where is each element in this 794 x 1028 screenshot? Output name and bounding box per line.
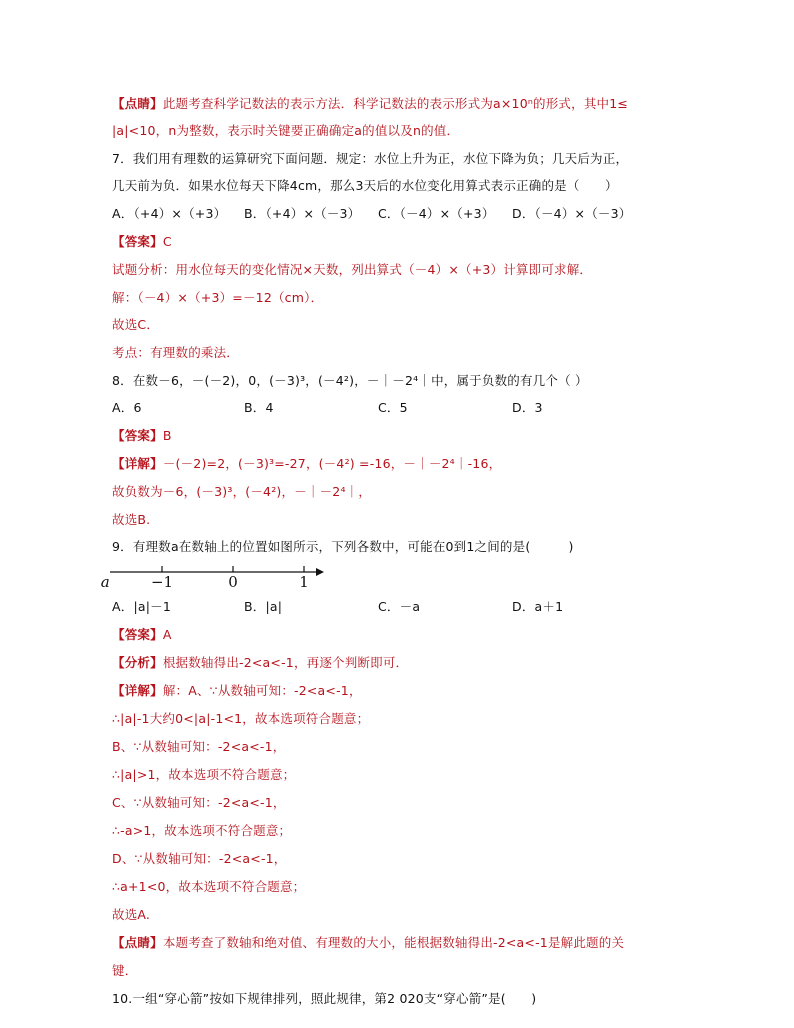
q9-detail-line-6: ∴-a>1，故本选项不符合题意； (112, 823, 292, 838)
dianjing-tag: 【点睛】 (112, 96, 163, 111)
q7-text-line-2: 几天前为负．如果水位每天下降4cm，那么3天后的水位变化用算式表示正确的是（ ） (112, 178, 618, 193)
answer-tag: 【答案】 (112, 627, 163, 642)
number-line-label: 0 (228, 573, 238, 591)
q9-option-a: A．|a|－1 (112, 599, 171, 614)
q7-options (112, 205, 734, 225)
q9-detail-line-1: 【详解】解：A、∵从数轴可知：-2<a<-1， (112, 683, 362, 698)
q7-option-c: C．（－4）×（+3） (378, 206, 495, 221)
q9-option-d: D．a＋1 (512, 599, 564, 614)
q9-detail-line-7: D、∵从数轴可知：-2<a<-1， (112, 851, 287, 866)
q7-option-b: B．（+4）×（－3） (244, 206, 361, 221)
q9-analysis: 【分析】根据数轴得出-2<a<-1，再逐个判断即可． (112, 655, 409, 670)
q7-choice: 故选C． (112, 317, 160, 332)
number-line-label: −1 (150, 573, 174, 591)
q9-detail-line-3: B、∵从数轴可知：-2<a<-1， (112, 739, 286, 754)
q9-detail-line-2: ∴|a|-1大约0<|a|-1<1，故本选项符合题意； (112, 711, 370, 726)
q9-dianjing-line-2: 键． (112, 963, 138, 978)
q8-options (112, 399, 734, 419)
q8-option-d: D．3 (512, 400, 543, 415)
analysis-tag: 【分析】 (112, 655, 163, 670)
q9-detail-line-8: ∴a+1<0，故本选项不符合题意； (112, 879, 306, 894)
answer-value: C (162, 234, 172, 249)
q9-dianjing-line-1: 【点睛】本题考查了数轴和绝对值、有理数的大小，能根据数轴得出-2<a<-1是解此题的关 (112, 935, 625, 950)
dianjing-tag: 【点睛】 (112, 935, 163, 950)
number-line-svg (100, 566, 324, 592)
q8-answer (112, 427, 734, 447)
dianjing-line-1: 【点睛】此题考查科学记数法的表示方法．科学记数法的表示形式为a×10ⁿ的形式，其中1≤ (112, 96, 629, 111)
q10-question: 10.一组“穿心箭”按如下规律排列，照此规律，第2 020支“穿心箭”是( ) (112, 991, 537, 1006)
q8-option-c: C．5 (378, 400, 408, 415)
q8-option-b: B．4 (244, 400, 274, 415)
q7-kaodian: 考点：有理数的乘法． (112, 345, 240, 360)
detail-tag: 【详解】 (112, 683, 163, 698)
q9-option-c: C．－a (378, 599, 421, 614)
q8-question: 8．在数－6，－(－2)，0，(－3)³，(－4²)，－｜－2⁴｜中，属于负数的有几个（ ） (112, 373, 588, 388)
q8-option-a: A．6 (112, 400, 142, 415)
q8-choice: 故选B. (112, 512, 151, 527)
dianjing-line-2: |a|<10，n为整数，表示时关键要正确确定a的值以及n的值． (112, 123, 460, 138)
q7-option-d: D．（－4）×（－3） (512, 206, 632, 221)
q9-question: 9．有理数a在数轴上的位置如图所示，下列各数中，可能在0到1之间的是( ) (112, 539, 574, 554)
answer-value: A (162, 627, 172, 642)
q9-detail-line-4: ∴|a|>1，故本选项不符合题意； (112, 767, 296, 782)
q7-solution: 解：（－4）×（+3）=－12（cm）． (112, 290, 324, 305)
q9-options (112, 598, 734, 618)
number-line-figure (100, 566, 324, 592)
q8-detail-2: 故负数为－6，(－3)³，(－4²)，－｜－2⁴｜， (112, 484, 372, 499)
q8-detail: 【详解】－(－2)=2，(－3)³=-27，(－4²) =-16，－｜－2⁴｜-16， (112, 456, 502, 471)
q9-detail-line-5: C、∵从数轴可知：-2<a<-1， (112, 795, 286, 810)
answer-tag: 【答案】 (112, 234, 163, 249)
answer-value: B (162, 428, 172, 443)
number-line-label: 1 (299, 573, 309, 591)
number-line-label: a (100, 573, 110, 591)
arrow-head-icon (316, 568, 324, 576)
q9-answer (112, 626, 734, 646)
q7-analysis: 试题分析：用水位每天的变化情况×天数，列出算式（－4）×（+3）计算即可求解． (112, 262, 593, 277)
q7-answer (112, 233, 734, 253)
q9-option-b: B．|a| (244, 599, 283, 614)
q7-option-a: A．（+4）×（+3） (112, 206, 227, 221)
detail-tag: 【详解】 (112, 456, 163, 471)
answer-tag: 【答案】 (112, 428, 163, 443)
q7-text-line-1: 7．我们用有理数的运算研究下面问题．规定：水位上升为正，水位下降为负；几天后为正， (112, 151, 629, 166)
q9-choice: 故选A. (112, 907, 151, 922)
